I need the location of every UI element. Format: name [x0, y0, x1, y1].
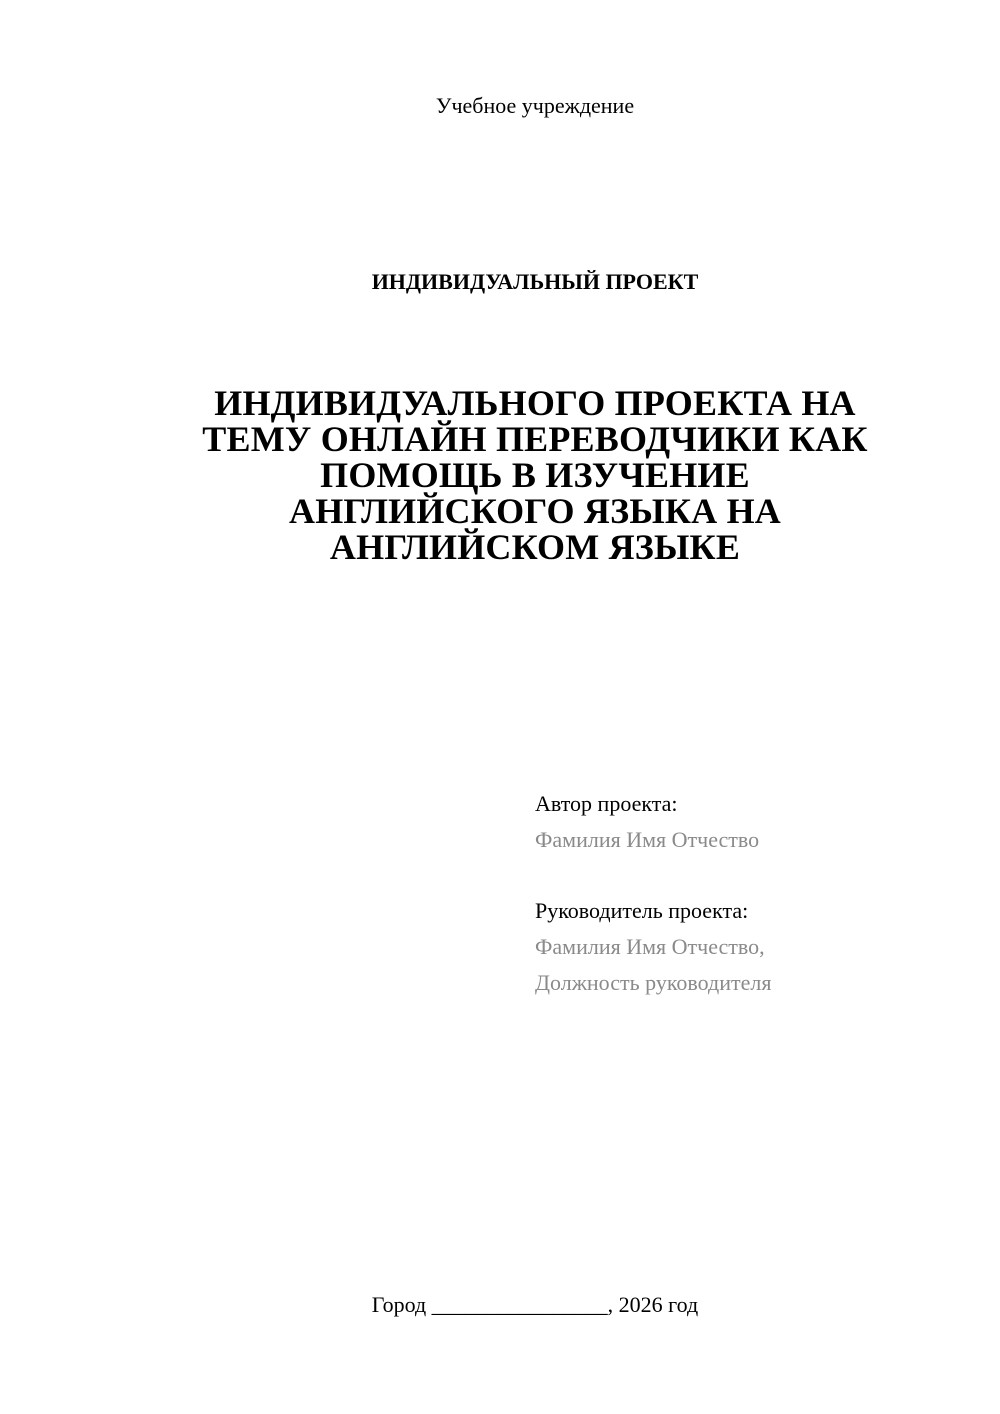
document-type-heading: ИНДИВИДУАЛЬНЫЙ ПРОЕКТ [371, 269, 699, 294]
city-year-footer: Город ________________, 2026 год [371, 1292, 699, 1317]
project-title-line: ПОМОЩЬ В ИЗУЧЕНИЕ [320, 455, 750, 495]
author-label: Автор проекта: [535, 791, 678, 816]
project-title-line: АНГЛИЙСКОМ ЯЗЫКЕ [329, 527, 741, 567]
supervisor-position: Должность руководителя [535, 970, 772, 995]
supervisor-name: Фамилия Имя Отчество, [535, 934, 765, 959]
supervisor-block [535, 893, 955, 1001]
project-title [165, 385, 905, 565]
project-title-line: ТЕМУ ОНЛАЙН ПЕРЕВОДЧИКИ КАК [202, 419, 868, 459]
institution-name: Учебное учреждение [435, 93, 635, 118]
author-block [535, 786, 955, 858]
project-title-line: АНГЛИЙСКОГО ЯЗЫКА НА [289, 491, 781, 531]
project-title-line: ИНДИВИДУАЛЬНОГО ПРОЕКТА НА [214, 383, 856, 423]
author-name: Фамилия Имя Отчество [535, 827, 760, 852]
supervisor-label: Руководитель проекта: [535, 898, 749, 923]
